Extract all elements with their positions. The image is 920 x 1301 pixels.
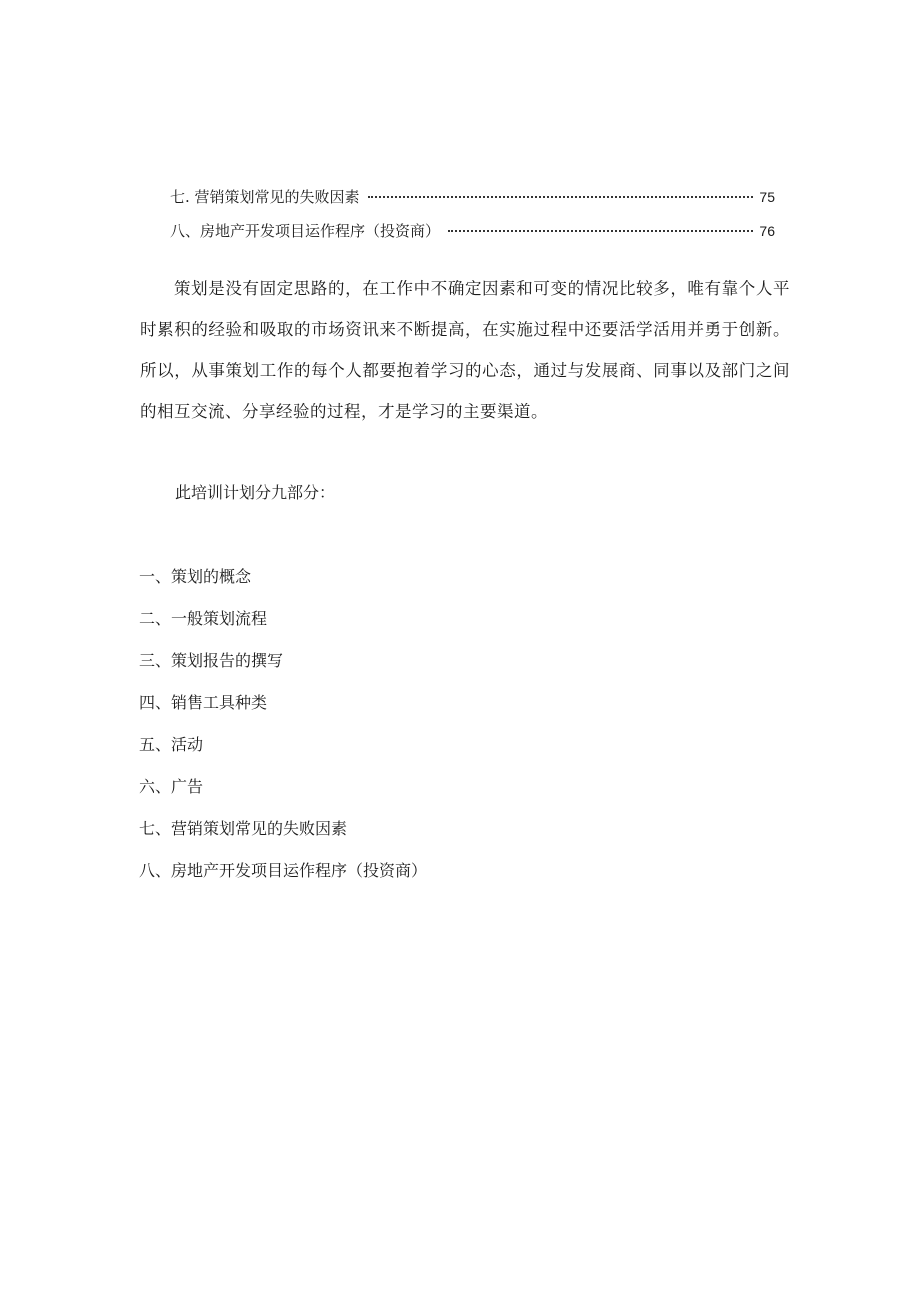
list-item: 四、销售工具种类 [139, 693, 268, 712]
toc-dot-leader [368, 196, 754, 198]
toc-page-number: 76 [759, 223, 775, 239]
toc-entry[interactable] [170, 220, 775, 254]
table-of-contents [170, 186, 775, 254]
list-item: 六、广告 [139, 777, 204, 796]
toc-page-number: 75 [759, 189, 775, 205]
list-item: 五、活动 [139, 735, 204, 754]
list-item: 八、房地产开发项目运作程序（投资商） [139, 861, 428, 880]
toc-entry-label: 七. 营销策划常见的失败因素 [170, 188, 360, 206]
toc-dot-leader [448, 230, 753, 232]
list-item: 三、策划报告的撰写 [139, 651, 284, 670]
body-paragraph: 策划是没有固定思路的，在工作中不确定因素和可变的情况比较多，唯有靠个人平时累积的经验和吸取的市场资讯来不断提高，在实施过程中还要活学活用并勇于创新。所以，从事策划工作的每个人都要抱着学习的心态，通过与发展商、同事以及部门之间的相互交流、分享经验的过程，才是学习的主要渠道。 [140, 279, 790, 421]
toc-entry[interactable] [170, 186, 775, 220]
training-plan-intro: 此培训计划分九部分： [175, 483, 336, 502]
list-item: 二、一般策划流程 [139, 609, 268, 628]
list-item: 七、营销策划常见的失败因素 [139, 819, 348, 838]
list-item: 一、策划的概念 [139, 567, 252, 586]
training-parts-list [139, 564, 427, 900]
toc-entry-label: 八、房地产开发项目运作程序（投资商） [170, 222, 441, 240]
